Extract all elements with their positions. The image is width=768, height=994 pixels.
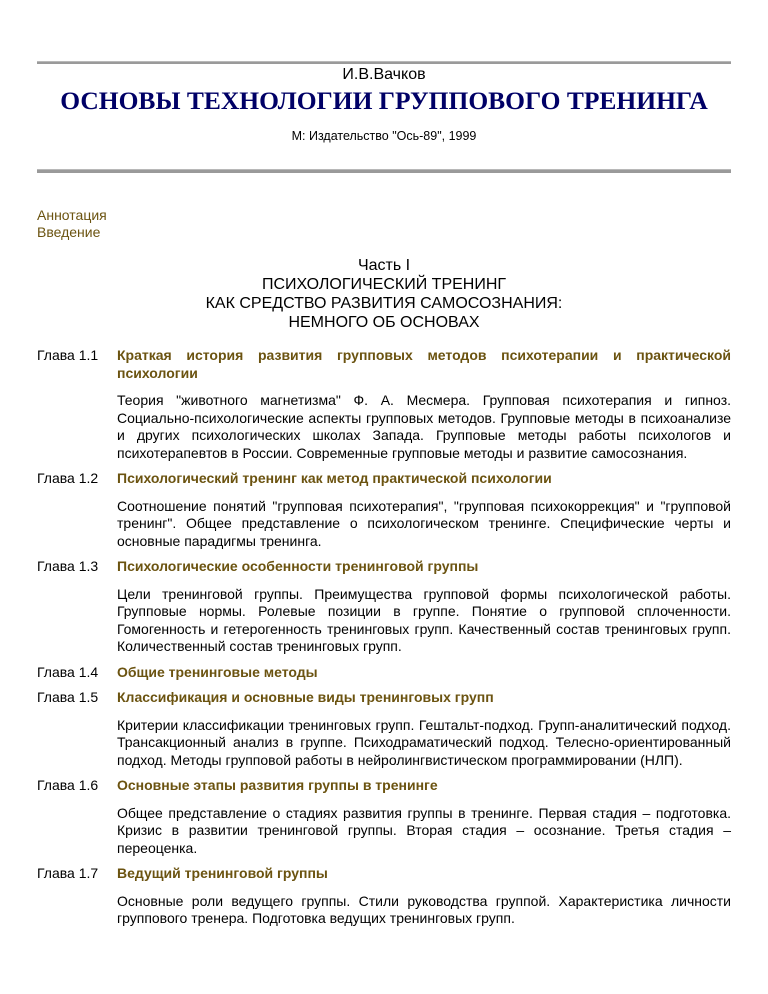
chapter-item: [37, 347, 731, 462]
link-introduction[interactable]: Введение: [37, 224, 101, 240]
chapter-description: Соотношение понятий "групповая психотерапия", "групповая психокоррекция" и "групповой тренинг". Общее представление о психологическом тренинге. Специфические черты и основные парадигмы тренинга.: [117, 497, 731, 549]
link-annotation[interactable]: Аннотация: [37, 207, 107, 223]
chapter-number: Глава 1.6: [37, 777, 99, 793]
part-title-line-1: ПСИХОЛОГИЧЕСКИЙ ТРЕНИНГ: [261, 276, 507, 293]
part-heading: [0, 256, 768, 332]
chapter-link[interactable]: Психологические особенности тренинговой группы: [117, 558, 479, 574]
chapter-list: [37, 347, 731, 936]
chapter-item: [37, 470, 731, 550]
chapter-item: [37, 558, 731, 656]
chapter-link[interactable]: Общие тренинговые методы: [117, 663, 318, 680]
chapter-link[interactable]: Классификация и основные виды тренинговых групп: [117, 689, 494, 705]
chapter-link[interactable]: Краткая история развития групповых методов психотерапии и практической психологии: [117, 347, 731, 381]
chapter-description: Цели тренинговой группы. Преимущества групповой формы психологической работы. Групповые нормы. Ролевые позиции в группе. Понятие о групповой сплоченности. Гомогенность и гетерогенность тренинговых групп. Качественный состав тренинговых групп. Количественный состав тренинговых групп.: [117, 585, 731, 654]
chapter-item: [37, 777, 731, 857]
part-title-line-3: НЕМНОГО ОБ ОСНОВАХ: [288, 314, 480, 331]
chapter-description: Критерии классификации тренинговых групп. Гештальт-подход. Групп-аналитический подход. Трансакционный анализ в группе. Психодраматический подход. Телесно-ориентированный подход. Методы групповой работы в нейролингвистическом программировании (НЛП).: [117, 716, 731, 768]
book-title: ОСНОВЫ ТЕХНОЛОГИИ ГРУППОВОГО ТРЕНИНГА: [60, 86, 708, 115]
chapter-number: Глава 1.5: [37, 689, 99, 705]
chapter-link[interactable]: Психологический тренинг как метод практической психологии: [117, 470, 552, 486]
chapter-link[interactable]: Ведущий тренинговой группы: [117, 865, 328, 881]
chapter-number: Глава 1.2: [37, 470, 99, 486]
chapter-number: Глава 1.3: [37, 558, 99, 574]
chapter-number: Глава 1.4: [37, 663, 99, 680]
book-author: И.В.Вачков: [342, 66, 426, 83]
front-matter-links: [37, 207, 107, 241]
chapter-number: Глава 1.1: [37, 347, 99, 363]
chapter-description: Теория "животного магнетизма" Ф. А. Месмера. Групповая психотерапия и гипноз. Социально-психологические аспекты групповых методов. Групповые методы в психоанализе и других психологических школах Запада. Групповые методы работы психологов и психотерапевтов в России. Современные групповые методы и развитие самосознания.: [117, 392, 731, 461]
chapter-item: [37, 664, 731, 682]
part-title-line-2: КАК СРЕДСТВО РАЗВИТИЯ САМОСОЗНАНИЯ:: [205, 295, 563, 312]
chapter-description: Основные роли ведущего группы. Стили руководства группой. Характеристика личности группового тренера. Подготовка ведущих тренинговых групп.: [117, 892, 731, 926]
chapter-link[interactable]: Основные этапы развития группы в тренинге: [117, 777, 438, 793]
part-number: Часть I: [357, 257, 411, 274]
book-publisher: М: Издательство "Ось-89", 1999: [291, 129, 477, 143]
bottom-divider: [37, 169, 731, 173]
chapter-item: [37, 865, 731, 928]
chapter-item: [37, 689, 731, 769]
chapter-number: Глава 1.7: [37, 865, 99, 881]
chapter-description: Общее представление о стадиях развития группы в тренинге. Первая стадия – подготовка. Кризис в развитии тренинговой группы. Вторая стадия – осознание. Третья стадия – переоценка.: [117, 804, 731, 856]
